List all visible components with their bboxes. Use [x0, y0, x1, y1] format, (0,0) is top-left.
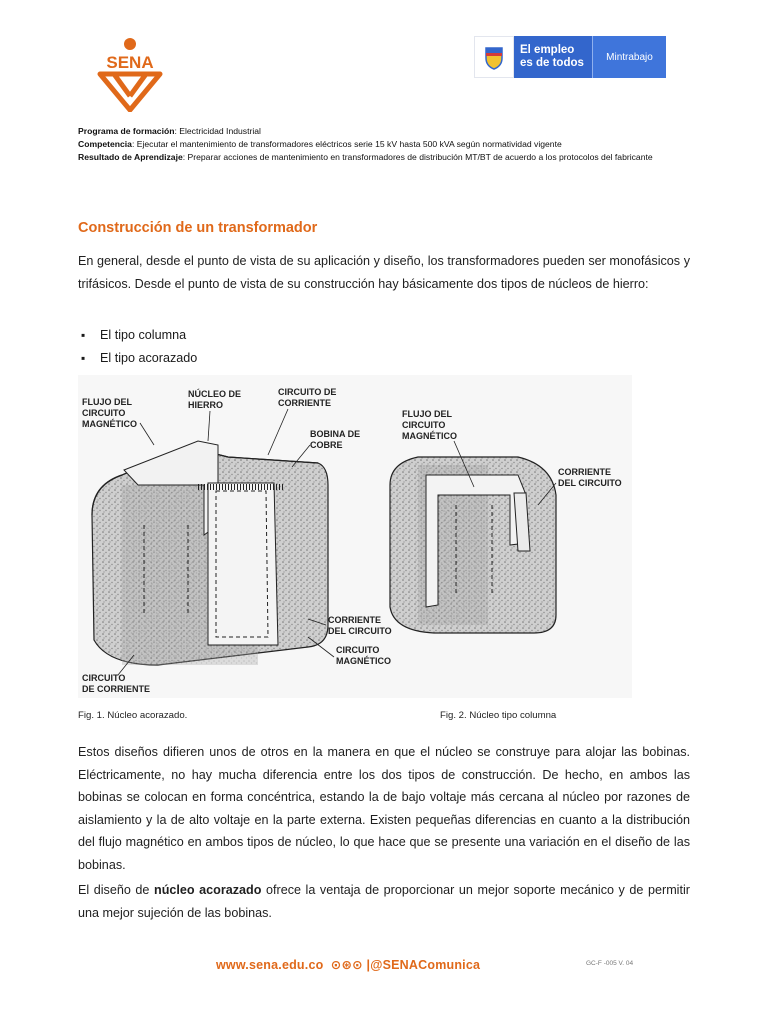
- document-code: GC-F -005 V. 04: [586, 960, 634, 967]
- para-3-emphasis: núcleo acorazado: [154, 883, 262, 897]
- fig1-label-flux: FLUJO DEL: [82, 397, 133, 407]
- fig1-label-magnetic: MAGNÉTICO: [336, 656, 391, 666]
- figure-caption-1: Fig. 1. Núcleo acorazado.: [78, 710, 188, 721]
- competence-value: Ejecutar el mantenimiento de transformadores eléctricos serie 15 kV hasta 500 kVA según normatividad vigente: [136, 139, 562, 150]
- fig2-label-current: CORRIENTE: [558, 467, 612, 477]
- footer-social-handle[interactable]: @SENAComunica: [370, 958, 481, 972]
- fig1-label-core: HIERRO: [188, 400, 224, 410]
- footer-separator: |: [366, 958, 371, 972]
- program-value: Electricidad Industrial: [179, 126, 261, 136]
- footer-links: [216, 957, 480, 972]
- fig1-label-coil: COBRE: [310, 440, 343, 450]
- para-3-text: El diseño de: [78, 883, 154, 897]
- competence-label: Competencia: [78, 139, 132, 150]
- gov-ministry: Mintrabajo: [592, 36, 666, 78]
- outcome-label: Resultado de Aprendizaje: [78, 152, 183, 163]
- fig2-label-flux: FLUJO DEL: [402, 409, 453, 419]
- fig1-label-circuit-current: CORRIENTE: [328, 615, 382, 625]
- fig2-label-flux: MAGNÉTICO: [402, 431, 457, 441]
- column-core-illustration: [390, 457, 556, 633]
- competence-line: Competencia: Ejecutar el mantenimiento de transformadores eléctricos serie 15 kV hasta 500 kVA según normatividad vigente: [78, 139, 562, 150]
- fig1-label-magnetic: CIRCUITO: [336, 645, 380, 655]
- fig1-label-core: NÚCLEO DE: [188, 389, 242, 399]
- fig2-label-current: DEL CIRCUITO: [558, 478, 622, 488]
- list-item: ▪ El tipo columna: [78, 324, 197, 347]
- intro-paragraph: En general, desde el punto de vista de su aplicación y diseño, los transformadores pueden ser monofásicos y trifásicos. Desde el punto de vista de su construcción hay básicamente dos tipos de núcleos de hierro:: [78, 254, 690, 291]
- fig1-label-current: CIRCUITO DE: [278, 387, 337, 397]
- transformer-figure: [78, 375, 632, 698]
- para-3-text: ofrece la ventaja de proporcionar un mejor soporte mecánico y de permitir una mejor sujeción de las bobinas.: [78, 883, 690, 920]
- social-icons: ⊙⊛⊙: [330, 958, 363, 972]
- fig1-label-flux: CIRCUITO: [82, 408, 126, 418]
- list-item: ▪ El tipo acorazado: [78, 347, 197, 370]
- gov-slogan-line-1: El empleo: [520, 44, 575, 56]
- design-paragraph: Estos diseños difieren unos de otros en la manera en que el núcleo se construye para alojar las bobinas. Eléctricamente, no hay mucha diferencia entre los dos tipos de construcción. De hecho, en ambos las bobinas se colocan en forma concéntrica, estando la de bajo voltaje más cercana al núcleo por razones de aislamiento y la de alto voltaje en la parte externa. Existen pequeñas diferencias en cuanto a la distribución del flujo magnético en ambos tipos de núcleo, lo que hace que se presente una variación en el diseño de las bobinas.: [78, 745, 690, 872]
- gov-slogan-line-2: es de todos: [520, 57, 584, 69]
- fig1-label-circuit-current: DEL CIRCUITO: [328, 626, 392, 636]
- gov-slogan: [514, 36, 592, 78]
- section-title: Construcción de un transformador: [78, 220, 318, 236]
- footer-website-link[interactable]: www.sena.edu.co: [216, 958, 324, 972]
- core-types-list: [78, 324, 197, 369]
- program-label: Programa de formación: [78, 126, 175, 136]
- shell-advantage-paragraph: [78, 879, 690, 924]
- fig1-label-bottom: DE CORRIENTE: [82, 684, 151, 694]
- fig2-label-flux: CIRCUITO: [402, 420, 446, 430]
- outcome-line: Resultado de Aprendizaje: Preparar acciones de mantenimiento en transformadores de distribución MT/BT de acuerdo a los protocolos del fabricante: [78, 152, 653, 163]
- fig1-label-flux: MAGNÉTICO: [82, 419, 137, 429]
- fig1-label-current: CORRIENTE: [278, 398, 332, 408]
- program-line: Programa de formación: Electricidad Industrial: [78, 126, 261, 136]
- figure-caption-2: Fig. 2. Núcleo tipo columna: [440, 710, 557, 721]
- logo-wordmark: SENA: [106, 53, 154, 72]
- fig1-label-bottom: CIRCUITO: [82, 673, 126, 683]
- gov-banner: [474, 36, 666, 78]
- outcome-value: Preparar acciones de mantenimiento en transformadores de distribución MT/BT de acuerdo a los protocolos del fabricante: [187, 152, 653, 163]
- program-info: [78, 125, 678, 165]
- colombia-crest-icon: [474, 36, 514, 78]
- fig1-label-coil: BOBINA DE: [310, 429, 361, 439]
- shell-core-illustration: [92, 441, 328, 665]
- sena-logo: [92, 36, 168, 112]
